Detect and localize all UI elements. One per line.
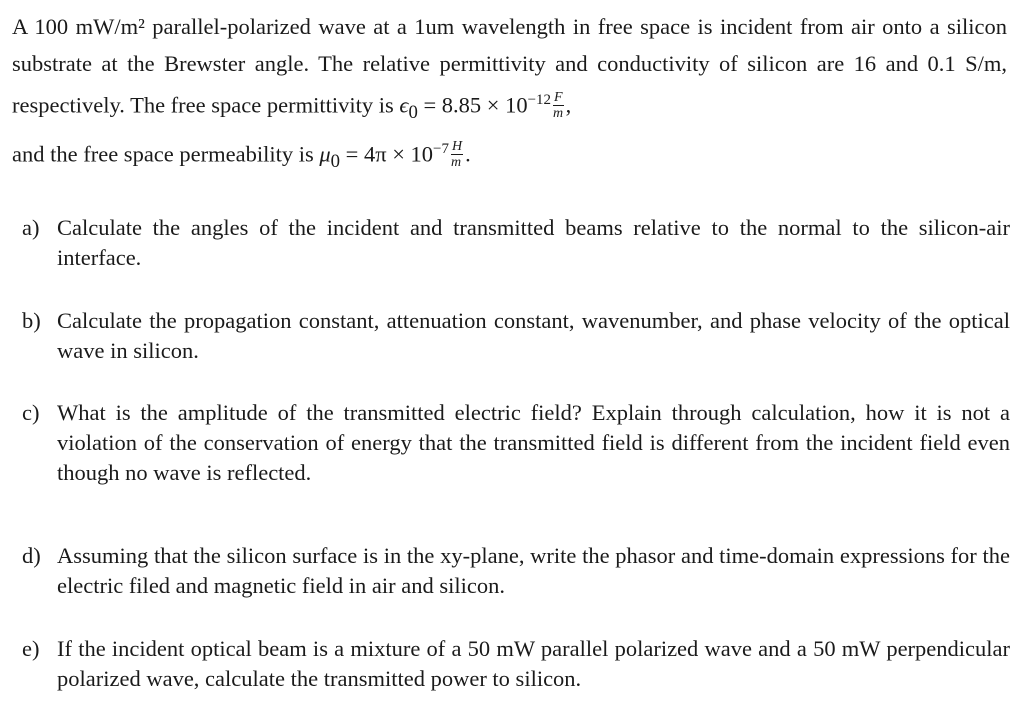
question-letter: c) [22, 400, 40, 425]
mu-symbol: μ [319, 141, 331, 167]
epsilon-symbol: ϵ [399, 92, 409, 118]
question-e [22, 634, 1010, 694]
mu-unit-denominator: m [451, 154, 462, 170]
question-letter: d) [22, 543, 41, 568]
question-letter: e) [22, 636, 40, 661]
intro-text-4: . [465, 141, 471, 167]
question-text: What is the amplitude of the transmitted electric field? Explain through calculation, how it is not a violation of the conservation of energy that the transmitted field is different from the incident field even though no wave is reflected. [57, 400, 1010, 485]
epsilon-value: = 8.85 × 10 [417, 92, 528, 118]
mu-unit-numerator: H [452, 138, 463, 154]
question-text: If the incident optical beam is a mixture of a 50 mW parallel polarized wave and a 50 mW perpendicular polarized wave, calculate the transmitted power to silicon. [57, 636, 1010, 691]
epsilon-unit-denominator: m [553, 105, 564, 121]
epsilon-subscript: 0 [408, 102, 418, 123]
question-a [22, 213, 1010, 273]
question-d [22, 541, 1010, 601]
question-b [22, 306, 1010, 366]
mu-value: = 4π × 10 [340, 141, 434, 167]
question-c [22, 398, 1010, 488]
epsilon-exponent: −12 [527, 92, 552, 108]
epsilon-unit-numerator: F [554, 89, 563, 105]
intro-text-1: A 100 mW/m² parallel-polarized wave at a 1um wavelength in free space is incident from air onto a silicon substrate at the Brewster angle. The relative permittivity and conductivity of silicon are 16 and 0.1 S/m, respectively. The free space permittivity is [12, 14, 1007, 118]
question-text: Calculate the propagation constant, attenuation constant, wavenumber, and phase velocity of the optical wave in silicon. [57, 308, 1010, 363]
mu-exponent: −7 [433, 141, 450, 157]
epsilon-unit-fraction [553, 91, 564, 120]
problem-statement [12, 8, 1007, 180]
question-letter: b) [22, 308, 41, 333]
mu-unit-fraction [451, 140, 463, 169]
question-text: Calculate the angles of the incident and transmitted beams relative to the normal to the silicon-air interface. [57, 215, 1010, 270]
question-text: Assuming that the silicon surface is in the xy-plane, write the phasor and time-domain expressions for the electric filed and magnetic field in air and silicon. [57, 543, 1010, 598]
intro-text-3: and the free space permeability is [12, 141, 320, 167]
question-letter: a) [22, 215, 40, 240]
mu-subscript: 0 [330, 151, 341, 172]
intro-text-2: , [565, 92, 572, 118]
